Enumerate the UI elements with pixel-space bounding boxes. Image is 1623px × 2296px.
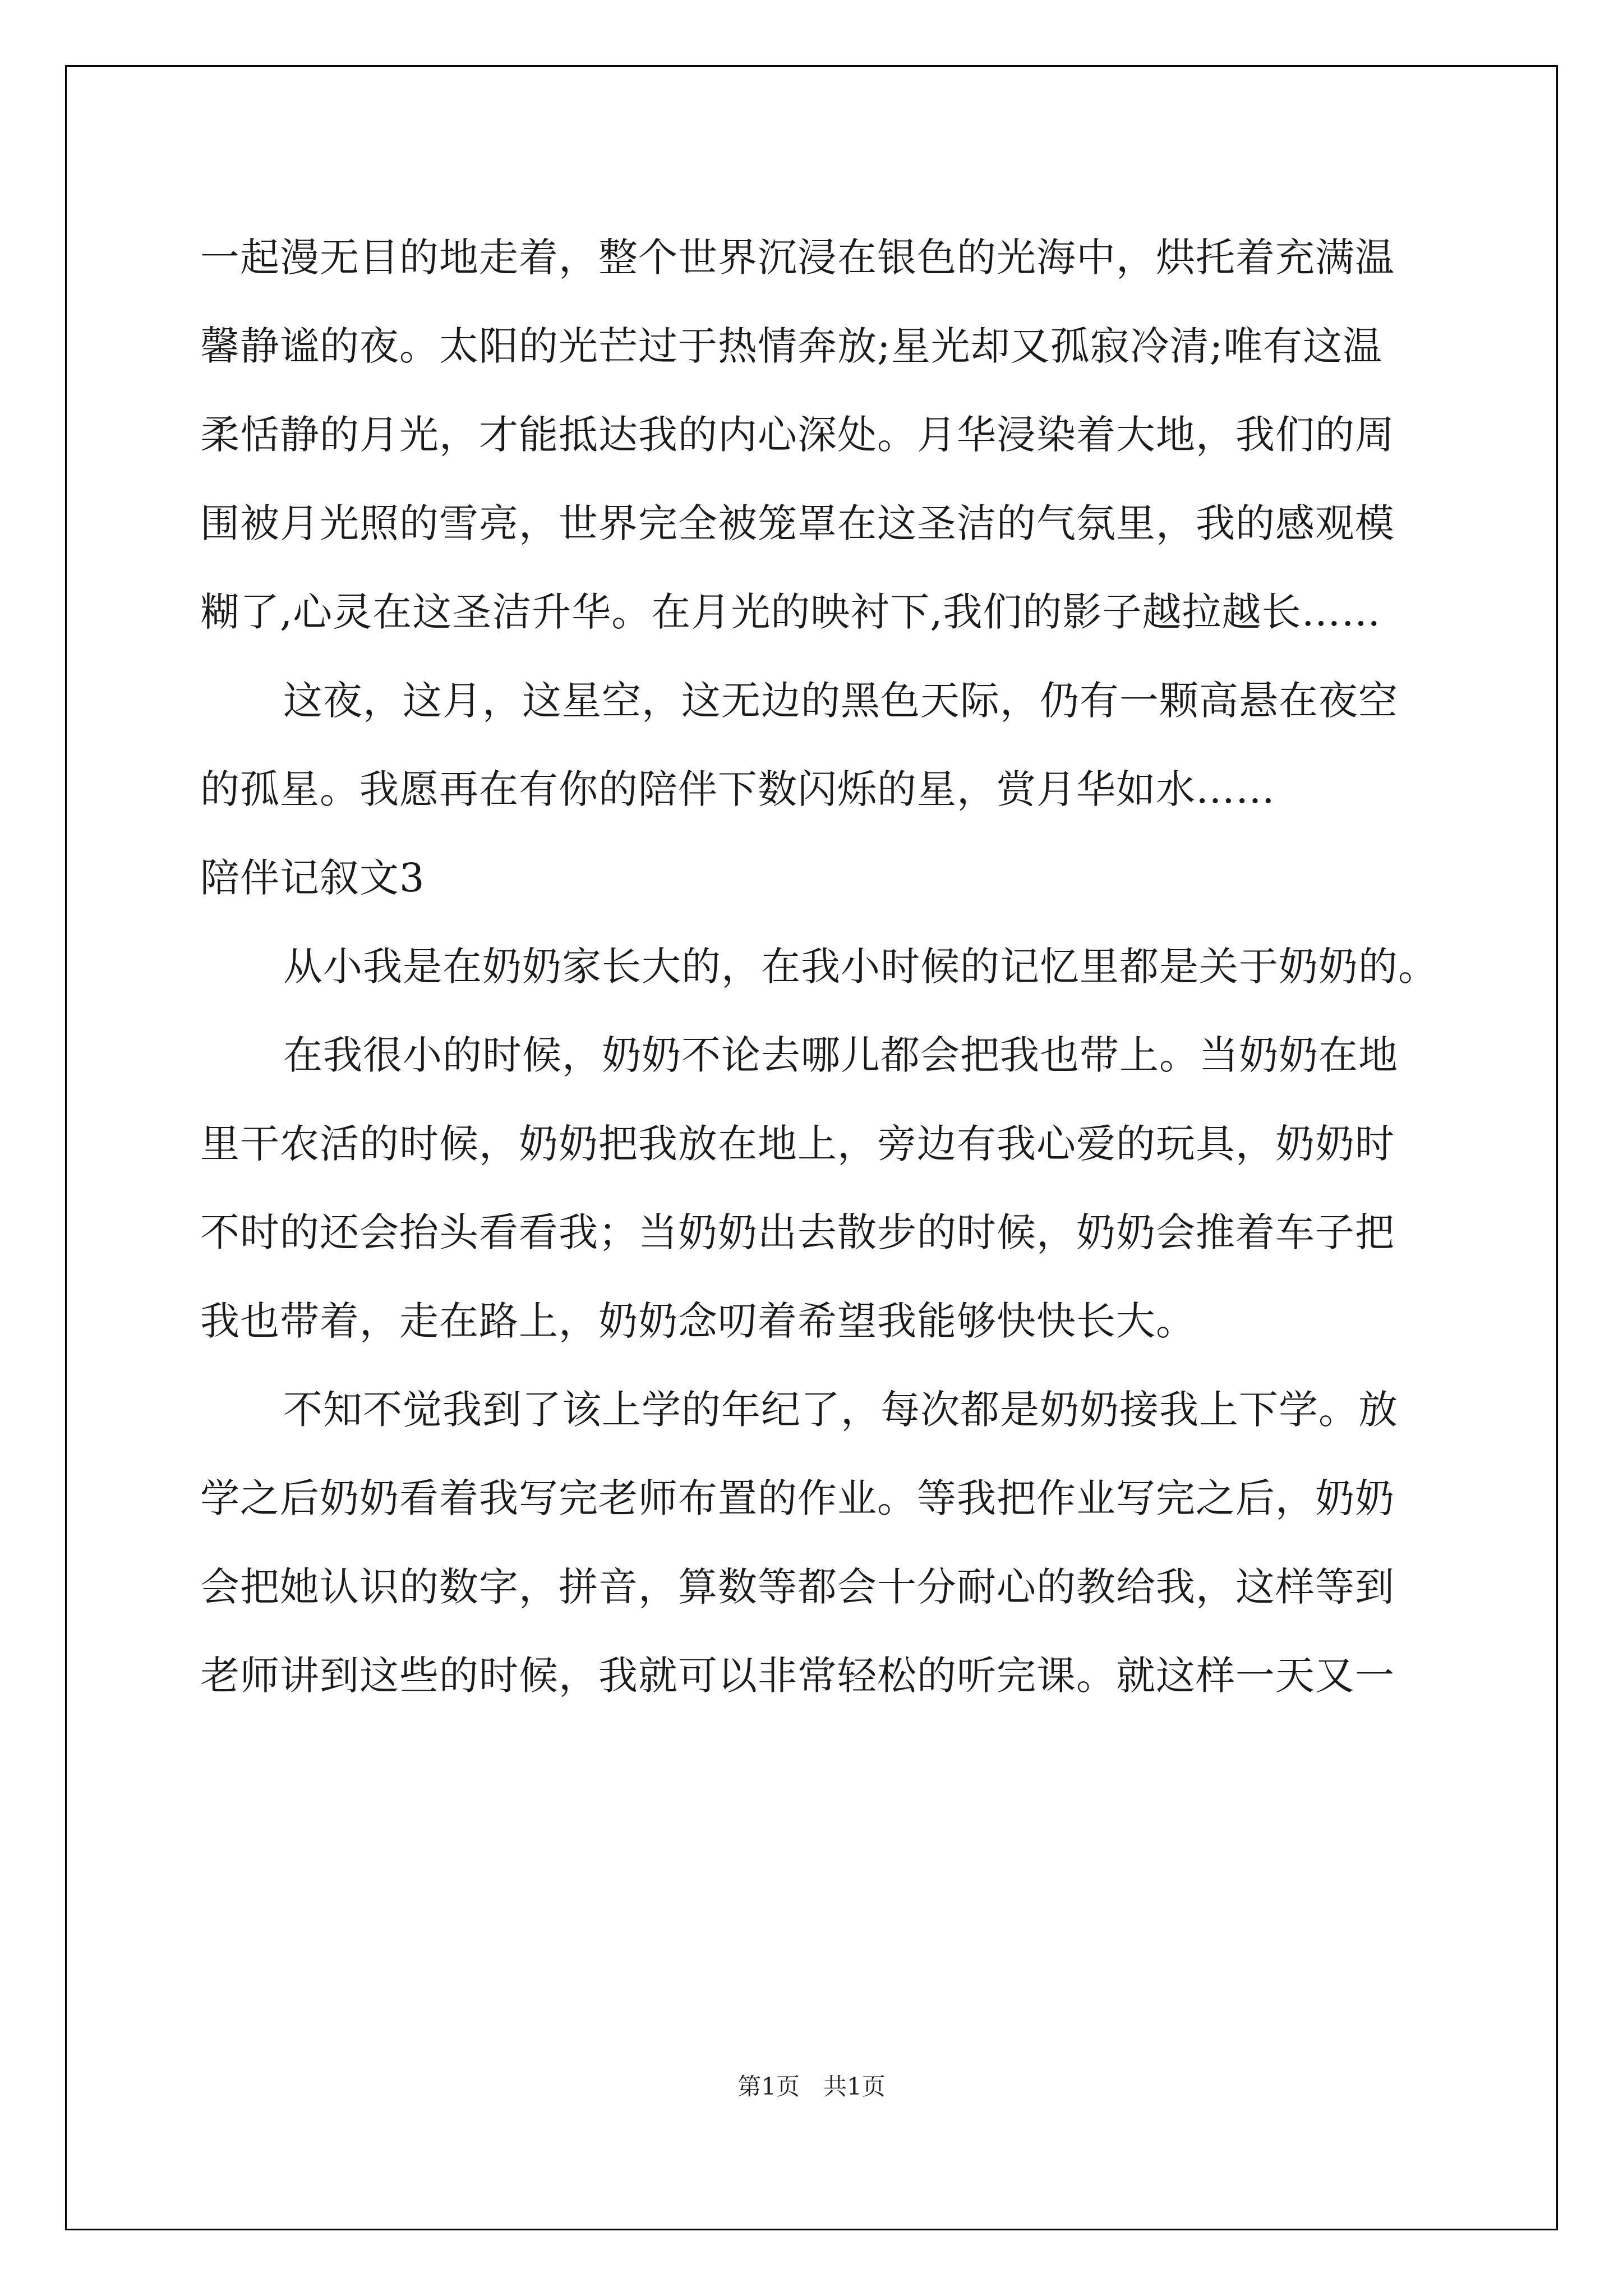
text-line-11: 里干农活的时候，奶奶把我放在地上，旁边有我心爱的玩具，奶奶时	[200, 1121, 1395, 1167]
section-heading: 陪伴记叙文3	[200, 855, 425, 901]
text-line-1: 一起漫无目的地走着，整个世界沉浸在银色的光海中，烘托着充满温	[200, 234, 1395, 280]
text-line-13: 我也带着，走在路上，奶奶念叨着希望我能够快快长大。	[200, 1298, 1196, 1344]
text-line-3: 柔恬静的月光，才能抵达我的内心深处。月华浸染着大地，我们的周	[200, 412, 1395, 458]
page-number-footer: 第1页 共1页	[737, 2073, 886, 2100]
text-line-4: 围被月光照的雪亮，世界完全被笼罩在这圣洁的气氛里，我的感观模	[200, 500, 1395, 546]
text-line-12: 不时的还会抬头看看我；当奶奶出去散步的时候，奶奶会推着车子把	[200, 1209, 1395, 1255]
text-line-9: 从小我是在奶奶家长大的，在我小时候的记忆里都是关于奶奶的。	[283, 944, 1438, 990]
text-line-15: 学之后奶奶看着我写完老师布置的作业。等我把作业写完之后，奶奶	[200, 1475, 1395, 1521]
document-body	[200, 213, 1438, 1720]
text-line-6: 这夜，这月，这星空，这无边的黑色天际，仍有一颗高悬在夜空	[283, 678, 1398, 724]
text-line-2: 馨静谧的夜。太阳的光芒过于热情奔放;星光却又孤寂冷清;唯有这温	[200, 323, 1383, 369]
text-line-14: 不知不觉我到了该上学的年纪了，每次都是奶奶接我上下学。放	[283, 1387, 1398, 1433]
text-line-16: 会把她认识的数字，拼音，算数等都会十分耐心的教给我，这样等到	[200, 1564, 1395, 1610]
text-line-7: 的孤星。我愿再在有你的陪伴下数闪烁的星，赏月华如水……	[200, 766, 1275, 812]
text-line-10: 在我很小的时候，奶奶不论去哪儿都会把我也带上。当奶奶在地	[283, 1032, 1398, 1078]
text-line-5: 糊了,心灵在这圣洁升华。在月光的映衬下,我们的影子越拉越长……	[200, 589, 1381, 635]
text-line-17: 老师讲到这些的时候，我就可以非常轻松的听完课。就这样一天又一	[200, 1653, 1395, 1699]
